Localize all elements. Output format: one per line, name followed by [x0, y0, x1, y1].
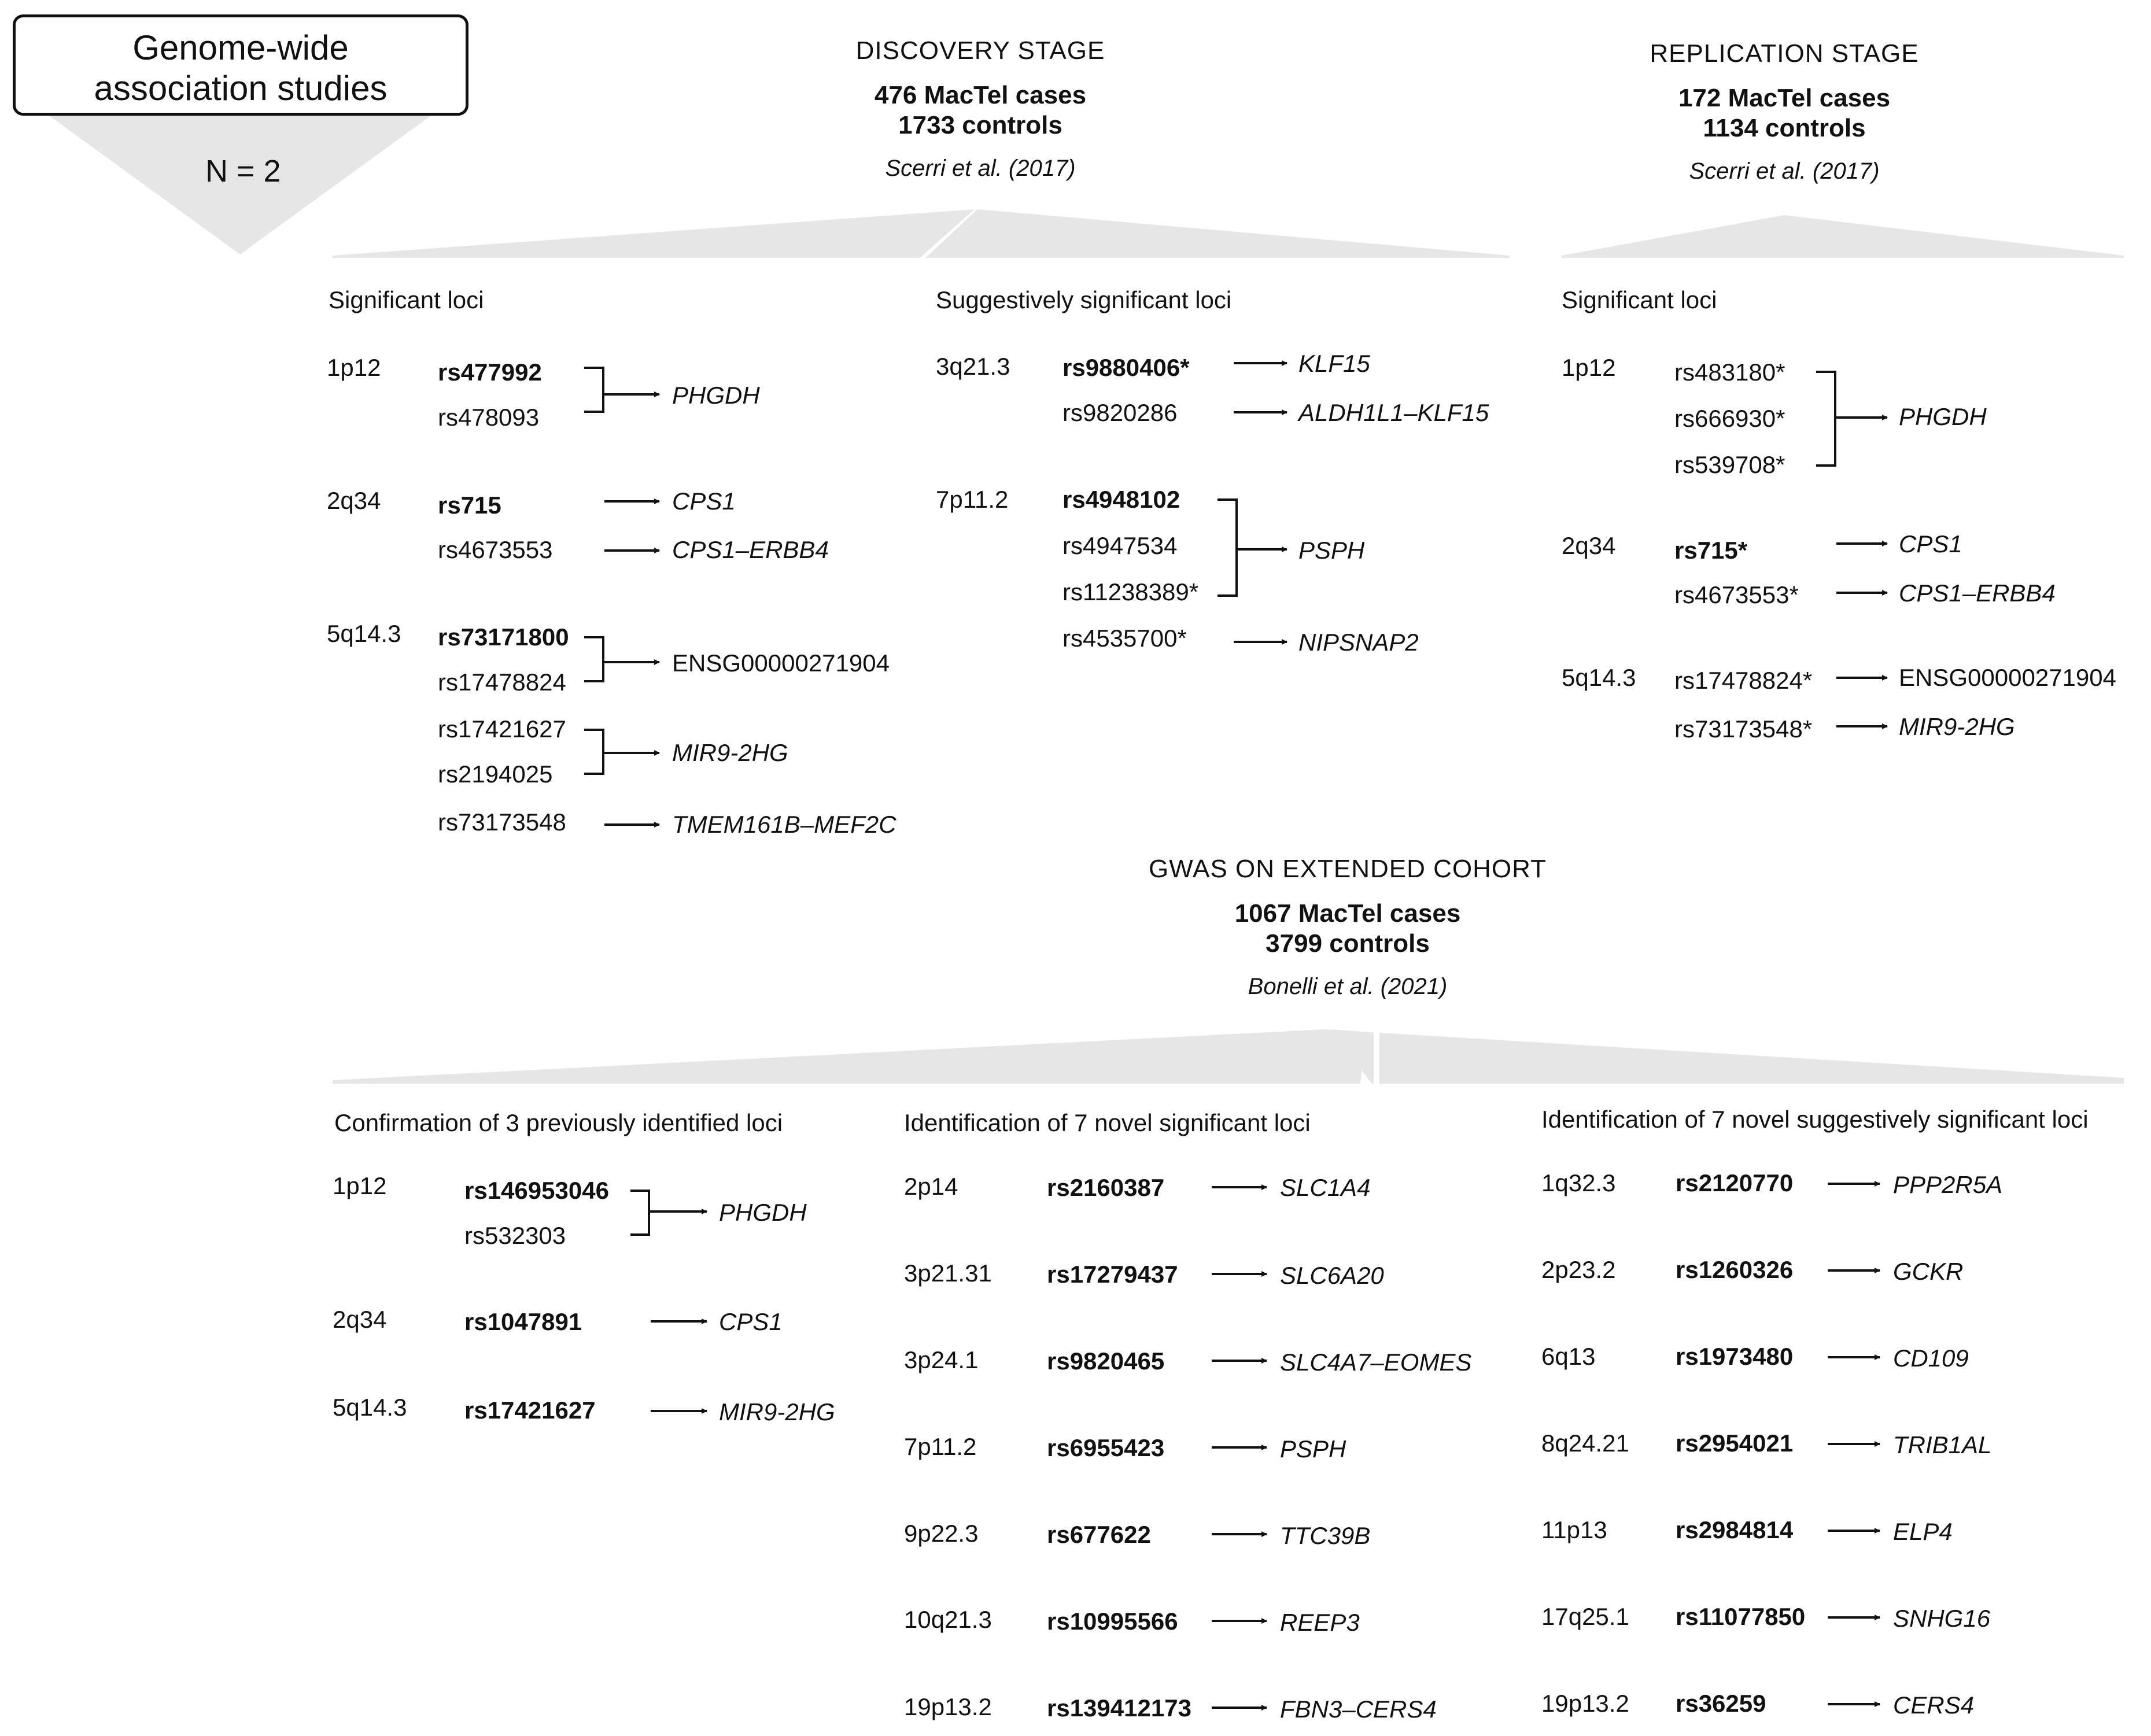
extended-controls: 3799 controls — [1265, 929, 1430, 958]
gene-label: PSPH — [1298, 537, 1365, 564]
snp-label: rs9820465 — [1047, 1347, 1165, 1375]
discovery-cases: 476 MacTel cases — [874, 81, 1087, 109]
locus-label: 1p12 — [333, 1172, 387, 1199]
gene-label: GCKR — [1893, 1258, 1964, 1285]
snp-label: rs2160387 — [1047, 1174, 1165, 1201]
gene-label: MIR9-2HG — [1899, 713, 2015, 740]
gene-label: PHGDH — [1899, 403, 1987, 430]
locus-label: 19p13.2 — [904, 1693, 992, 1720]
snp-label: rs17478824* — [1674, 667, 1813, 694]
gene-label: ENSG00000271904 — [672, 649, 890, 677]
snp-label: rs1973480 — [1676, 1343, 1794, 1370]
snp-label: rs73171800 — [438, 623, 569, 651]
box-title-line1: Genome-wide — [132, 28, 349, 67]
snp-label: rs4673553* — [1674, 581, 1799, 608]
snp-label: rs483180* — [1674, 359, 1785, 386]
gene-label: CPS1–ERBB4 — [1899, 579, 2056, 607]
discovery-ref: Scerri et al. (2017) — [885, 156, 1076, 181]
extended-ref: Bonelli et al. (2021) — [1248, 974, 1448, 999]
locus-label: 2p14 — [904, 1173, 958, 1200]
snp-label: rs2194025 — [438, 760, 553, 788]
gene-label: TMEM161B–MEF2C — [672, 811, 896, 838]
snp-label: rs2954021 — [1676, 1430, 1794, 1457]
locus-label: 5q14.3 — [333, 1394, 407, 1421]
snp-label: rs36259 — [1676, 1690, 1766, 1717]
novel-sug-heading: Identification of 7 novel suggestively significant loci — [1541, 1106, 2089, 1133]
locus-label: 3p21.31 — [904, 1259, 992, 1287]
gene-label: KLF15 — [1298, 350, 1370, 377]
snp-label: rs4535700* — [1062, 625, 1187, 652]
replication-title: REPLICATION STAGE — [1650, 39, 1919, 68]
disc-sug-heading: Suggestively significant loci — [936, 286, 1232, 313]
gene-label: SLC6A20 — [1280, 1262, 1384, 1289]
snp-label: rs11077850 — [1676, 1603, 1806, 1630]
snp-label: rs4948102 — [1062, 486, 1180, 513]
snp-label: rs677622 — [1047, 1521, 1151, 1548]
bracket-arrow — [630, 1191, 707, 1235]
gene-label: CPS1 — [672, 487, 736, 515]
snp-label: rs2120770 — [1676, 1169, 1794, 1196]
locus-label: 1p12 — [327, 354, 381, 381]
gene-label: ALDH1L1–KLF15 — [1298, 399, 1489, 426]
snp-label: rs73173548* — [1674, 715, 1813, 743]
replication-cases: 172 MacTel cases — [1678, 84, 1891, 112]
locus-label: 5q14.3 — [1562, 664, 1636, 691]
gene-label: TTC39B — [1280, 1522, 1371, 1549]
conf-heading: Confirmation of 3 previously identified loci — [334, 1109, 783, 1136]
locus-label: 1q32.3 — [1541, 1169, 1616, 1196]
locus-label: 7p11.2 — [936, 486, 1009, 513]
snp-label: rs17478824 — [438, 668, 566, 696]
gene-label: REEP3 — [1280, 1609, 1360, 1636]
snp-label: rs9820286 — [1062, 399, 1178, 426]
locus-label: 9p22.3 — [904, 1520, 979, 1547]
locus-label: 6q13 — [1541, 1343, 1596, 1370]
snp-label: rs715 — [438, 492, 501, 519]
gene-label: SLC4A7–EOMES — [1280, 1349, 1472, 1376]
locus-label: 10q21.3 — [904, 1606, 992, 1633]
locus-label: 7p11.2 — [904, 1433, 977, 1460]
locus-label: 2q34 — [1562, 532, 1616, 559]
gene-label: CPS1–ERBB4 — [672, 536, 829, 563]
bracket-arrow — [584, 730, 659, 774]
snp-label: rs2984814 — [1676, 1516, 1794, 1543]
locus-label: 3p24.1 — [904, 1346, 979, 1373]
gene-label: SLC1A4 — [1280, 1174, 1371, 1201]
snp-label: rs715* — [1674, 537, 1748, 564]
gene-label: CPS1 — [1899, 530, 1962, 557]
box-title-line2: association studies — [94, 69, 388, 108]
gene-label: PHGDH — [719, 1199, 807, 1226]
snp-label: rs4673553 — [438, 536, 553, 563]
snp-label: rs1260326 — [1676, 1256, 1794, 1283]
locus-label: 2p23.2 — [1541, 1256, 1616, 1283]
snp-label: rs17421627 — [464, 1397, 596, 1424]
bracket-arrow — [1816, 372, 1887, 466]
snp-label: rs4947534 — [1062, 532, 1178, 559]
gene-label: NIPSNAP2 — [1298, 629, 1419, 656]
snp-label: rs666930* — [1674, 405, 1785, 432]
bracket-arrow — [584, 368, 659, 412]
snp-label: rs10995566 — [1047, 1608, 1178, 1635]
locus-label: 17q25.1 — [1541, 1603, 1629, 1630]
gene-label: FBN3–CERS4 — [1280, 1696, 1437, 1723]
gene-label: TRIB1AL — [1893, 1431, 1992, 1458]
snp-label: rs539708* — [1674, 451, 1785, 478]
locus-label: 1p12 — [1562, 354, 1616, 381]
replication-controls: 1134 controls — [1703, 114, 1866, 142]
replication-ref: Scerri et al. (2017) — [1689, 158, 1880, 184]
snp-label: rs73173548 — [438, 808, 566, 836]
snp-label: rs477992 — [438, 359, 542, 386]
snp-label: rs532303 — [464, 1222, 566, 1249]
discovery-title: DISCOVERY STAGE — [855, 36, 1105, 65]
gene-label: MIR9-2HG — [672, 739, 788, 766]
bracket-arrow — [1217, 500, 1287, 596]
locus-label: 11p13 — [1541, 1516, 1607, 1543]
gene-label: ENSG00000271904 — [1899, 664, 2116, 691]
gene-label: SNHG16 — [1893, 1605, 1991, 1632]
snp-label: rs17279437 — [1047, 1261, 1178, 1288]
snp-label: rs478093 — [438, 404, 540, 431]
locus-label: 2q34 — [327, 487, 381, 514]
snp-label: rs146953046 — [464, 1177, 609, 1204]
novel-sig-heading: Identification of 7 novel significant loci — [904, 1109, 1311, 1136]
disc-sig-heading: Significant loci — [329, 286, 484, 313]
gene-label: PPP2R5A — [1893, 1171, 2003, 1198]
locus-label: 3q21.3 — [936, 353, 1010, 380]
gene-label: CPS1 — [719, 1308, 783, 1335]
study-count: N = 2 — [205, 154, 281, 189]
locus-label: 2q34 — [333, 1306, 387, 1333]
gene-label: MIR9-2HG — [719, 1398, 835, 1425]
extended-title: GWAS ON EXTENDED COHORT — [1149, 855, 1547, 883]
gene-label: CD109 — [1893, 1345, 1969, 1372]
gene-label: PHGDH — [672, 382, 760, 409]
snp-label: rs17421627 — [438, 715, 566, 743]
rep-sig-heading: Significant loci — [1562, 286, 1717, 313]
gene-label: CERS4 — [1893, 1691, 1975, 1719]
snp-label: rs11238389* — [1062, 578, 1199, 605]
discovery-controls: 1733 controls — [898, 111, 1062, 139]
snp-label: rs139412173 — [1047, 1694, 1191, 1722]
bracket-arrow — [584, 637, 659, 681]
locus-label: 19p13.2 — [1541, 1690, 1629, 1717]
locus-label: 8q24.21 — [1541, 1430, 1629, 1457]
snp-label: rs6955423 — [1047, 1434, 1165, 1461]
snp-label: rs9880406* — [1062, 354, 1190, 381]
gene-label: ELP4 — [1893, 1518, 1953, 1545]
locus-label: 5q14.3 — [327, 620, 401, 647]
extended-cases: 1067 MacTel cases — [1234, 899, 1461, 928]
gene-label: PSPH — [1280, 1435, 1346, 1462]
snp-label: rs1047891 — [464, 1308, 582, 1335]
